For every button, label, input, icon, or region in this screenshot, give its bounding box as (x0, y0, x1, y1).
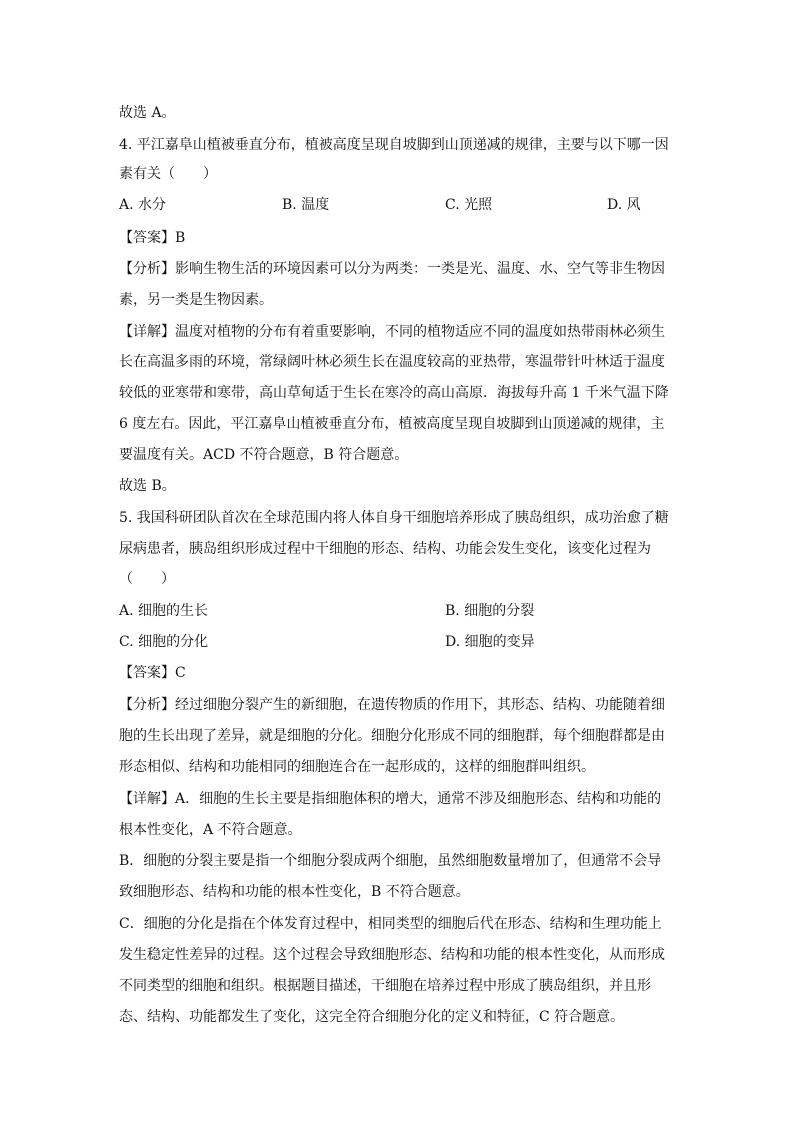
q5-option-d: D. 细胞的变异 (445, 634, 535, 650)
q5-analysis-cont: 胞的生长出现了差异，就是细胞的分化。细胞分化形成不同的细胞群，每个细胞群都是由 (119, 728, 665, 744)
text-line: 故选 A。 (119, 105, 176, 121)
question-4-stem-cont: 素有关（ ） (119, 166, 217, 182)
q5-explanation-cont: 根本性变化，A 不符合题意。 (119, 822, 302, 838)
q5-explanation-c-cont: 不同类型的细胞和组织。根据题目描述，干细胞在培养过程中形成了胰岛组织，并且形 (119, 978, 651, 994)
q5-analysis-cont: 形态相似、结构和功能相同的细胞连合在一起形成的，这样的细胞群叫组织。 (119, 759, 595, 775)
q4-choice: 故选 B。 (119, 478, 176, 494)
q5-explanation-c-cont: 态、结构、功能都发生了变化，这完全符合细胞分化的定义和特征，C 符合题意。 (119, 1009, 625, 1025)
q5-explanation: 【详解】A．细胞的生长主要是指细胞体积的增大，通常不涉及细胞形态、结构和功能的 (119, 791, 662, 807)
q4-explanation: 【详解】温度对植物的分布有着重要影响，不同的植物适应不同的温度如热带雨林必须生 (119, 324, 665, 340)
q4-analysis: 【分析】影响生物生活的环境因素可以分为两类：一类是光、温度、水、空气等非生物因 (119, 261, 665, 277)
q5-explanation-b-cont: 致细胞形态、结构和功能的根本性变化，B 不符合题意。 (119, 884, 470, 900)
q5-explanation-c: C．细胞的分化是指在个体发育过程中，相同类型的细胞后代在形态、结构和生理功能上 (119, 916, 662, 932)
q5-option-a: A. 细胞的生长 (119, 603, 209, 619)
q4-option-d: D. 风 (607, 197, 641, 213)
question-5-stem-cont: 尿病患者，胰岛组织形成过程中干细胞的形态、结构、功能会发生变化，该变化过程为 (119, 541, 651, 557)
question-4-stem: 4. 平江嘉阜山植被垂直分布，植被高度呈现自坡脚到山顶递减的规律，主要与以下哪一因 (119, 137, 669, 153)
q4-answer: 【答案】B (119, 230, 186, 246)
q5-explanation-c-cont: 发生稳定性差异的过程。这个过程会导致细胞形态、结构和功能的根本性变化，从而形成 (119, 947, 665, 963)
q4-option-c: C. 光照 (445, 197, 493, 213)
q5-analysis: 【分析】经过细胞分裂产生的新细胞，在遗传物质的作用下，其形态、结构、功能随着细 (119, 697, 665, 713)
q4-option-a: A. 水分 (119, 197, 167, 213)
q5-option-c: C. 细胞的分化 (119, 634, 209, 650)
question-5-stem: 5. 我国科研团队首次在全球范围内将人体自身干细胞培养形成了胰岛组织，成功治愈了糖 (119, 510, 669, 526)
q4-explanation-cont: 要温度有关。ACD 不符合题意，B 符合题意。 (119, 447, 409, 463)
q4-analysis-cont: 素，另一类是生物因素。 (119, 292, 273, 308)
q5-answer: 【答案】C (119, 665, 186, 681)
q4-explanation-cont: 6 度左右。因此，平江嘉阜山植被垂直分布，植被高度呈现自坡脚到山顶递减的规律，主 (119, 416, 665, 432)
q4-explanation-cont: 长在高温多雨的环境，常绿阔叶林必须生长在温度较高的亚热带，寒温带针叶林适于温度 (119, 354, 665, 370)
q5-option-b: B. 细胞的分裂 (445, 603, 535, 619)
q5-explanation-b: B．细胞的分裂主要是指一个细胞分裂成两个细胞，虽然细胞数量增加了，但通常不会导 (119, 853, 662, 869)
q4-explanation-cont: 较低的亚寒带和寒带，高山草甸适于生长在寒冷的高山高原．海拔每升高 1 千米气温下降 (119, 385, 669, 401)
q4-option-b: B. 温度 (282, 197, 330, 213)
question-5-stem-cont: （ ） (119, 571, 175, 587)
